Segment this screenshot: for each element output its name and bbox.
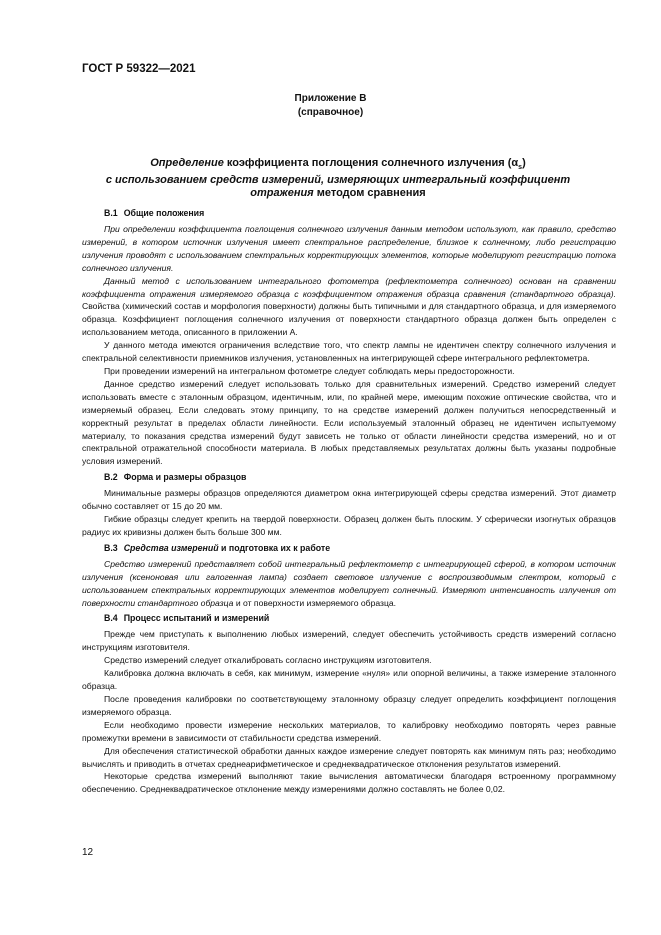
paragraph: При проведении измерений на интегральном фотометре следует соблюдать меры предосторожности.	[104, 365, 515, 376]
paragraph: Средство измерений представляет собой интегральный рефлектометр с интегрирующей сферой, в котором источник излучения (ксеноновая или галогенная лампа) создает световое излучение с воспроизводимым спектром, который с использованием спектральных корректирующих элементов моделирует солнечный. Измеряют интенсивность излучения от поверхности стандартного образца и от поверхности измеряемого образца.	[82, 558, 616, 608]
paragraph: После проведения калибровки по соответствующему эталонному образцу следует определить коэффициент поглощения измеряемого образца.	[82, 694, 616, 717]
title-line-3: отражения методом сравнения	[250, 187, 426, 200]
paragraph: Некоторые средства измерений выполняют такие вычисления автоматически благодаря встроенному программному обеспечению. Среднеквадратическое отклонение между измерениями должно составлять не более 0,02.	[82, 771, 616, 795]
title-line-1: Определение коэффициента поглощения солнечного излучения $(\alpha_s)$	[150, 157, 526, 172]
paragraph: Минимальные размеры образцов определяются диаметром окна интегрирующей сферы средства измерений. Этот диаметр обычно составляет от 15 до 20 мм.	[82, 488, 616, 512]
section-heading-b3: В.3 Средства измерений и подготовка их к работе	[104, 542, 331, 553]
title-line-2: с использованием средств измерений, измеряющих интегральный коэффициент	[105, 174, 571, 187]
appendix-heading	[0, 92, 661, 120]
standard-designation: ГОСТ Р 59322—2021	[82, 63, 196, 75]
appendix-kind: (справочное)	[297, 107, 364, 118]
section-heading-b1: В.1 Общие положения	[104, 208, 205, 218]
paragraph: Данный метод с использованием интегрального фотометра (рефлектометра солнечного) основан на сравнении коэффициента отражения измеряемого образца с коэффициентом отражения образца сравнения (стандартного образца). Свойства (химический состав и морфология поверхности) должны быть типичными и для стандартного образца, и для измеряемого образца. Коэффициент поглощения солнечного излучения от поверхности стандартного образца должен быть определен с использованием метода, описанного в приложении А.	[82, 275, 616, 338]
paragraph: Данное средство измерений следует использовать только для сравнительных измерений. Средство измерений следует использовать вместе с эталонным образцом, идентичным, или, по крайней мере, имеющим похожие оптические свойства, что и измеряемый образец. Если следовать этому принципу, то на средстве измерений должен получиться непосредственный и корректный результат в пределах области линейности. Если используемый эталонный образец не идентичен испытуемому материалу, то показания средства измерений будут зависеть не только от области линейности средства измерений, но и от спектральной отражательной способности материала. В любых представляемых результатах должны быть указаны подробные условия измерений.	[82, 378, 616, 467]
paragraph: Для обеспечения статистической обработки данных каждое измерение следует повторять как минимум пять раз; необходимо вычислять и приводить в отчетах среднеарифметическое и среднеквадратическое отклонения результатов измерений.	[82, 745, 616, 769]
document-body	[82, 204, 616, 796]
page-number: 12	[82, 847, 94, 858]
section-heading-b4: В.4 Процесс испытаний и измерений	[104, 613, 270, 624]
paragraph: Если необходимо провести измерение нескольких материалов, то калибровку необходимо повторять через равные промежутки времени в зависимости от стабильности средства измерений.	[82, 719, 616, 743]
paragraph: У данного метода имеются ограничения вследствие того, что спектр лампы не идентичен спектру солнечного излучения и спектральной селективности приемников излучения, установленных на интегрирующей сфере интегрального рефлектометра.	[82, 340, 616, 364]
paragraph: При определении коэффициента поглощения солнечного излучения данным методом используют, как правило, средство измерений, в котором источник излучения имеет спектральное распределение, близкое к солнечному, либо регистрацию излучения проводят с использованием спектральных корректирующих элементов, которые моделируют регистрацию потока солнечного излучения.	[82, 224, 616, 273]
paragraph: Калибровка должна включать в себя, как минимум, измерение «нуля» или опорной величины, а также измерение эталонного образца.	[82, 668, 616, 692]
paragraph: Прежде чем приступать к выполнению любых измерений, следует обеспечить устойчивость средств измерений согласно инструкциям изготовителя.	[82, 629, 616, 653]
alpha-symbol: $(\alpha_s)$	[507, 157, 526, 172]
paragraph: Гибкие образцы следует крепить на твердой поверхности. Образец должен быть плоским. У сферически изогнутых образцов радиус их кривизны должен быть больше 300 мм.	[82, 514, 616, 537]
appendix-title	[60, 157, 616, 200]
paragraph: Средство измерений следует откалибровать согласно инструкциям изготовителя.	[104, 655, 432, 666]
section-heading-b2: В.2 Форма и размеры образцов	[104, 472, 247, 483]
appendix-label: Приложение В	[294, 93, 367, 104]
